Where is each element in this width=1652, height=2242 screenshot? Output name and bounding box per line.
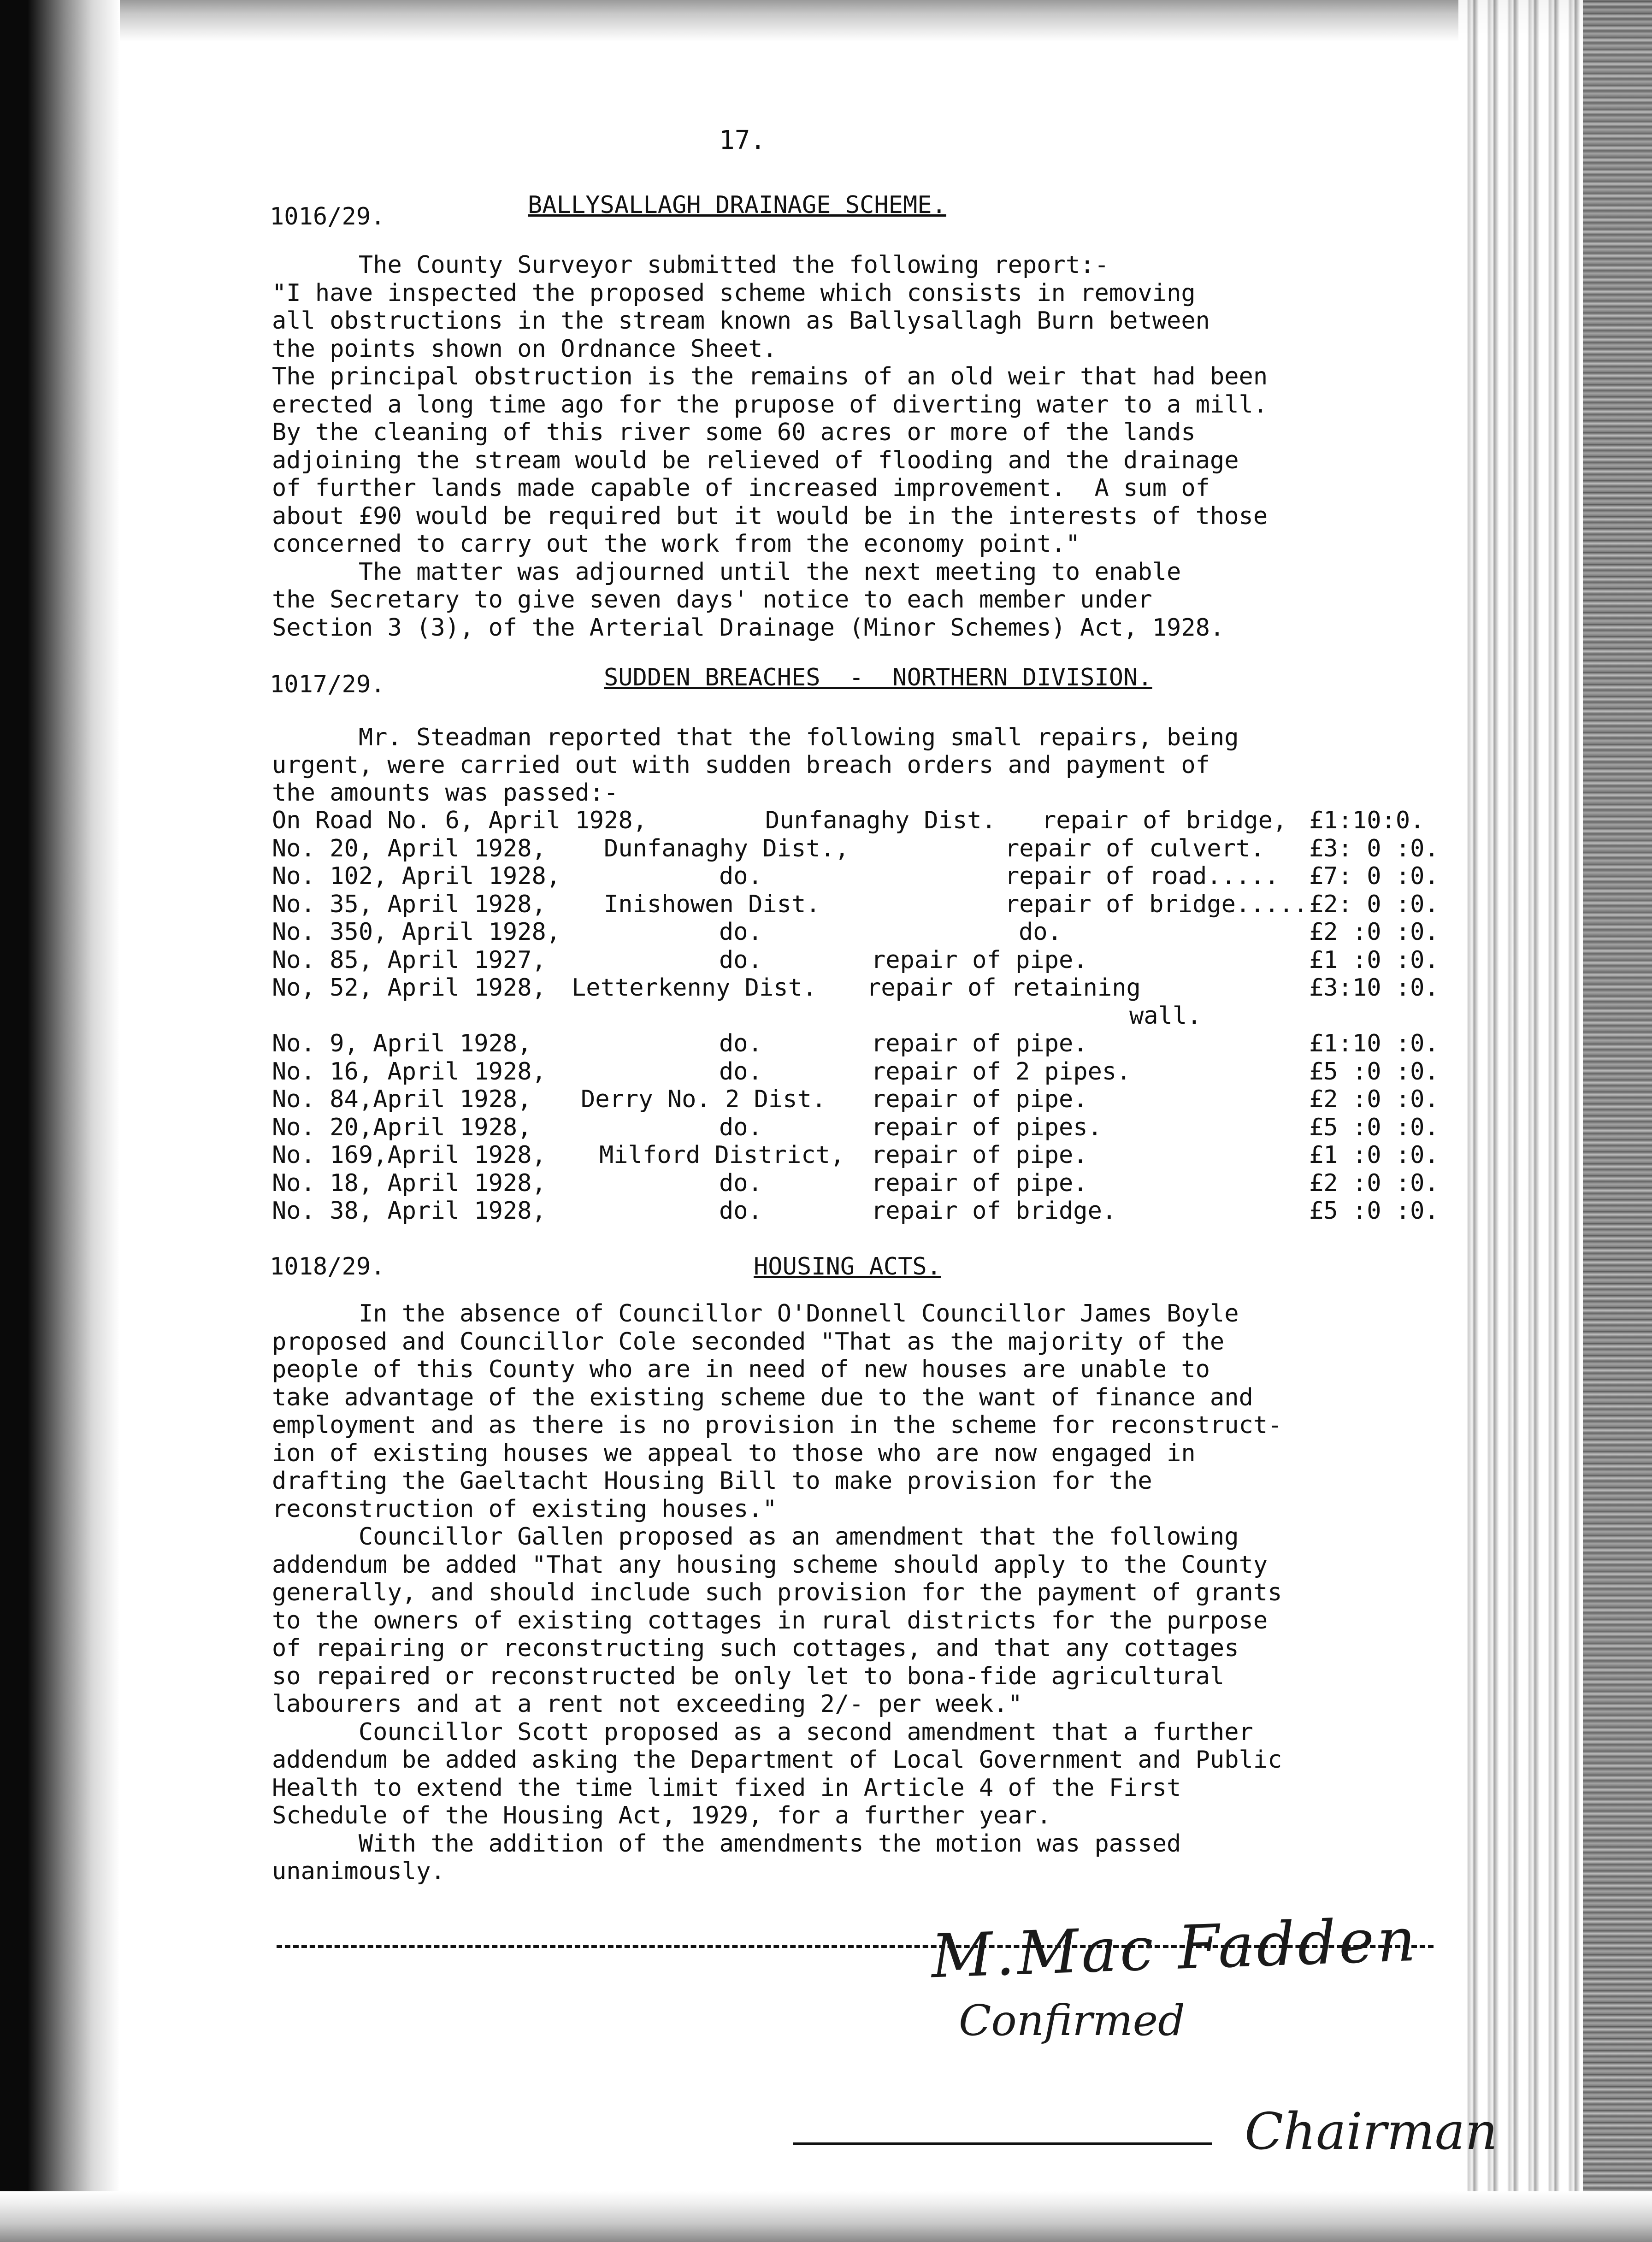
- body-line: By the cleaning of this river some 60 acres or more of the lands: [272, 419, 1196, 446]
- body-line: the points shown on Ordnance Sheet.: [272, 335, 777, 363]
- repair-work: repair of pipe.: [871, 1030, 1088, 1057]
- repair-amount: £3:10 :0.: [1309, 974, 1439, 1002]
- repair-amount: £1 :0 :0.: [1309, 946, 1439, 974]
- body-line: proposed and Councillor Cole seconded "That as the majority of the: [272, 1328, 1225, 1356]
- repair-district: Dunfanaghy Dist.,: [604, 834, 850, 862]
- repair-road: No. 9, April 1928,: [272, 1030, 532, 1057]
- chairman-signature-line: [793, 2142, 1212, 2145]
- section-heading: HOUSING ACTS.: [754, 1253, 941, 1280]
- repair-work: repair of pipe.: [871, 1086, 1088, 1113]
- body-line: With the addition of the amendments the motion was passed: [272, 1829, 1181, 1858]
- repair-amount: £2 :0 :0.: [1309, 1086, 1439, 1113]
- signature-name: M.Mac Fadden: [930, 1904, 1420, 1992]
- body-line: all obstructions in the stream known as Ballysallagh Burn between: [272, 307, 1210, 335]
- body-line: drafting the Gaeltacht Housing Bill to make provision for the: [272, 1467, 1152, 1495]
- repair-amount: £1:10 :0.: [1309, 1030, 1439, 1057]
- body-line: addendum be added "That any housing scheme should apply to the County: [272, 1551, 1268, 1579]
- minute-number: 1016/29.: [270, 203, 385, 230]
- repair-work-continued: wall.: [1129, 1002, 1202, 1030]
- repair-work: repair of road.....: [1005, 862, 1279, 890]
- body-line: the amounts was passed:-: [272, 779, 619, 807]
- body-line: people of this County who are in need of new houses are unable to: [272, 1356, 1210, 1383]
- repair-district: do.: [719, 1057, 762, 1086]
- repair-district: Dunfanaghy Dist.: [765, 807, 996, 834]
- repair-work: repair of bridge.....: [1005, 890, 1308, 918]
- body-line: of repairing or reconstructing such cottages, and that any cottages: [272, 1634, 1239, 1662]
- repair-district: Milford District,: [599, 1141, 845, 1169]
- body-line: of further lands made capable of increased improvement. A sum of: [272, 474, 1210, 502]
- body-line: erected a long time ago for the prupose of diverting water to a mill.: [272, 390, 1268, 419]
- repair-amount: £2: 0 :0.: [1309, 890, 1439, 918]
- repair-work: repair of culvert.: [1005, 834, 1265, 862]
- body-line: In the absence of Councillor O'Donnell Councillor James Boyle: [272, 1300, 1239, 1328]
- body-line: employment and as there is no provision in the scheme for reconstruct-: [272, 1411, 1282, 1439]
- repair-district: do.: [719, 946, 762, 974]
- repair-road: No. 350, April 1928,: [272, 918, 561, 946]
- repair-work: repair of retaining: [867, 974, 1141, 1002]
- body-line: so repaired or reconstructed be only let to bona-fide agricultural: [272, 1662, 1225, 1690]
- body-line: unanimously.: [272, 1858, 445, 1885]
- repair-work: repair of bridge.: [871, 1197, 1117, 1225]
- repair-road: No. 84,April 1928,: [272, 1086, 532, 1113]
- repair-amount: £5 :0 :0.: [1309, 1057, 1439, 1086]
- section-heading: BALLYSALLAGH DRAINAGE SCHEME.: [528, 191, 946, 219]
- repair-work: repair of pipe.: [871, 946, 1088, 974]
- body-line: Councillor Scott proposed as a second amendment that a further: [272, 1718, 1253, 1746]
- repair-road: No. 169,April 1928,: [272, 1141, 546, 1169]
- body-line: reconstruction of existing houses.": [272, 1495, 777, 1523]
- repair-amount: £3: 0 :0.: [1309, 834, 1439, 862]
- repair-amount: £7: 0 :0.: [1309, 862, 1439, 890]
- chairman-label: Chairman: [1245, 2102, 1498, 2161]
- repair-road: No. 18, April 1928,: [272, 1169, 546, 1197]
- body-line: about £90 would be required but it would be in the interests of those: [272, 502, 1268, 530]
- repair-district: do.: [719, 918, 762, 946]
- body-line: to the owners of existing cottages in rural districts for the purpose: [272, 1606, 1268, 1634]
- body-line: generally, and should include such provision for the payment of grants: [272, 1579, 1282, 1606]
- repair-road: No. 35, April 1928,: [272, 890, 546, 918]
- repair-district: Letterkenny Dist.: [572, 974, 817, 1002]
- body-line: "I have inspected the proposed scheme which consists in removing: [272, 279, 1196, 307]
- repair-amount: £1 :0 :0.: [1309, 1141, 1439, 1169]
- repair-road: No. 20,April 1928,: [272, 1113, 532, 1141]
- body-line: labourers and at a rent not exceeding 2/- per week.": [272, 1690, 1022, 1718]
- body-line: The County Surveyor submitted the following report:-: [272, 251, 1109, 279]
- repair-road: No. 38, April 1928,: [272, 1197, 546, 1225]
- repair-work: repair of 2 pipes.: [871, 1057, 1131, 1086]
- body-line: The matter was adjourned until the next meeting to enable: [272, 558, 1181, 586]
- section-heading: SUDDEN BREACHES - NORTHERN DIVISION.: [604, 664, 1152, 691]
- repair-amount: £5 :0 :0.: [1309, 1113, 1439, 1141]
- scan-edge-top: [0, 0, 1652, 41]
- body-line: Health to extend the time limit fixed in Article 4 of the First: [272, 1774, 1181, 1802]
- body-line: Councillor Gallen proposed as an amendment that the following: [272, 1523, 1239, 1551]
- body-line: adjoining the stream would be relieved of flooding and the drainage: [272, 446, 1239, 474]
- body-line: ion of existing houses we appeal to those who are now engaged in: [272, 1439, 1196, 1467]
- repair-road: No. 20, April 1928,: [272, 834, 546, 862]
- page-number: 17.: [719, 125, 766, 155]
- repair-amount: £5 :0 :0.: [1309, 1197, 1439, 1225]
- repair-road: No. 85, April 1927,: [272, 946, 546, 974]
- repair-road: No. 102, April 1928,: [272, 862, 561, 890]
- repair-work: repair of pipe.: [871, 1141, 1088, 1169]
- body-line: Schedule of the Housing Act, 1929, for a further year.: [272, 1802, 1051, 1829]
- scan-edge-left: [0, 0, 120, 2242]
- repair-work: repair of bridge,: [1042, 807, 1287, 834]
- repair-district: Inishowen Dist.: [604, 890, 820, 918]
- repair-district: do.: [719, 1197, 762, 1225]
- repair-district: do.: [719, 1169, 762, 1197]
- scan-edge-right: [1458, 0, 1652, 2242]
- repair-district: Derry No. 2 Dist.: [581, 1086, 826, 1113]
- body-line: concerned to carry out the work from the economy point.": [272, 530, 1080, 558]
- repair-district: do.: [719, 1113, 762, 1141]
- repair-amount: £2 :0 :0.: [1309, 1169, 1439, 1197]
- repair-work: do.: [1019, 918, 1062, 946]
- body-line: The principal obstruction is the remains of an old weir that had been: [272, 363, 1268, 390]
- repair-amount: £2 :0 :0.: [1309, 918, 1439, 946]
- repair-amount: £1:10:0.: [1309, 807, 1425, 834]
- body-line: Mr. Steadman reported that the following small repairs, being: [272, 724, 1239, 751]
- body-line: urgent, were carried out with sudden breach orders and payment of: [272, 751, 1210, 779]
- body-line: the Secretary to give seven days' notice to each member under: [272, 586, 1152, 614]
- scan-edge-bottom: [0, 2191, 1652, 2242]
- repair-road: No. 16, April 1928,: [272, 1057, 546, 1086]
- repair-road: No, 52, April 1928,: [272, 974, 546, 1002]
- repair-work: repair of pipe.: [871, 1169, 1088, 1197]
- body-line: take advantage of the existing scheme due to the want of finance and: [272, 1383, 1253, 1411]
- minute-number: 1017/29.: [270, 671, 385, 698]
- repair-work: repair of pipes.: [871, 1113, 1102, 1141]
- minute-number: 1018/29.: [270, 1253, 385, 1280]
- body-line: Section 3 (3), of the Arterial Drainage (Minor Schemes) Act, 1928.: [272, 614, 1225, 642]
- body-line: addendum be added asking the Department of Local Government and Public: [272, 1746, 1282, 1774]
- repair-district: do.: [719, 862, 762, 890]
- confirmed-label: Confirmed: [959, 1996, 1185, 2045]
- repair-district: do.: [719, 1030, 762, 1057]
- repair-road: On Road No. 6, April 1928,: [272, 807, 647, 834]
